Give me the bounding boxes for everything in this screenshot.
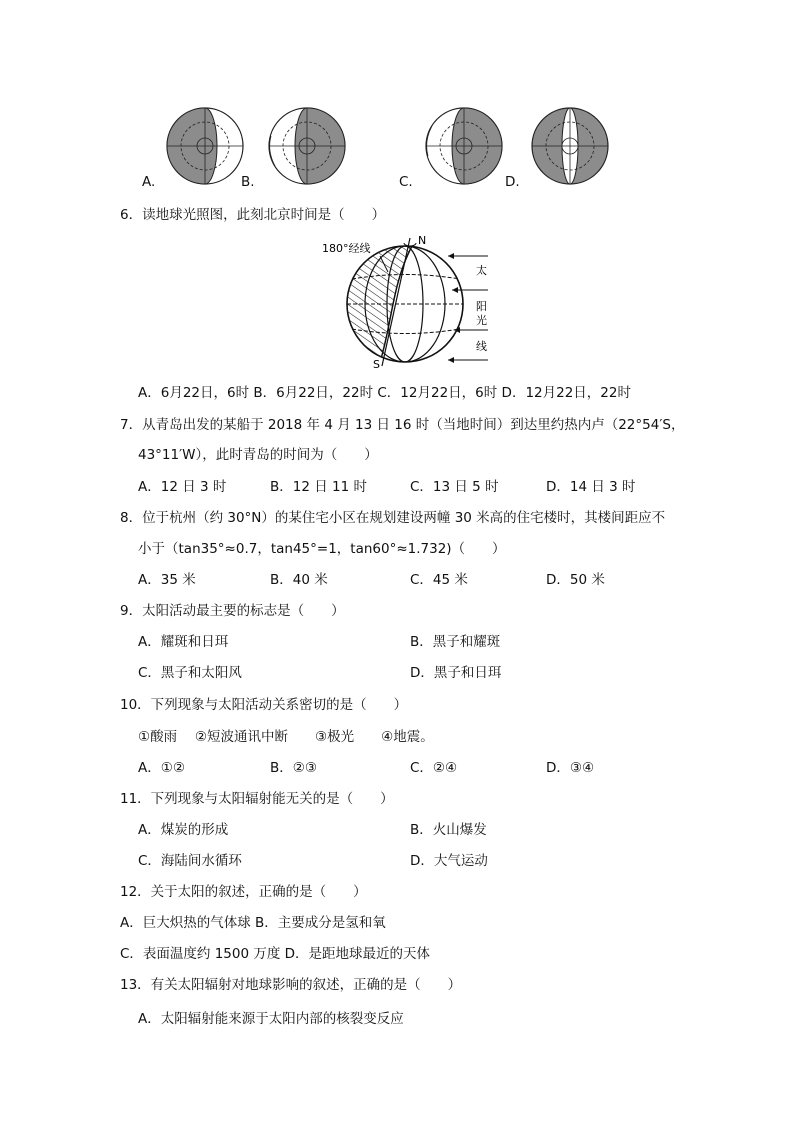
question-10-option-d: D．③④ xyxy=(546,760,595,776)
question-8-option-d: D．50 米 xyxy=(546,572,605,588)
question-12-options-line-2: C．表面温度约 1500 万度 D．是距地球最近的天体 xyxy=(120,946,431,962)
question-12-options-line-1: A．巨大炽热的气体球 B．主要成分是氢和氧 xyxy=(120,915,386,931)
globe-option-d-label: D. xyxy=(505,174,520,190)
question-13-option-a: A．太阳辐射能来源于太阳内部的核裂变反应 xyxy=(138,1011,404,1027)
question-8-option-a: A．35 米 xyxy=(138,572,196,588)
question-8-option-b: B．40 米 xyxy=(270,572,328,588)
globe-option-c-label: C. xyxy=(399,174,413,190)
question-10-option-c: C．②④ xyxy=(410,760,458,776)
question-9-stem: 9．太阳活动最主要的标志是（ ） xyxy=(120,603,345,619)
south-pole-label: S xyxy=(373,358,380,371)
question-7-stem-line-1: 7．从青岛出发的某船于 2018 年 4 月 13 日 16 时（当地时间）到达里约热内卢（22°54′S， xyxy=(120,417,685,433)
question-10-items: ①酸雨 ②短波通讯中断 ③极光 ④地震。 xyxy=(138,729,434,745)
question-7-option-c: C．13 日 5 时 xyxy=(410,479,499,495)
question-6-options: A．6月22日，6时 B．6月22日，22时 C．12月22日，6时 D．12月22日，22时 xyxy=(138,385,631,401)
meridian-180-label: 180°经线 xyxy=(322,242,371,255)
question-11-option-c: C．海陆间水循环 xyxy=(138,853,242,869)
sunlight-char-3: 光 xyxy=(476,314,487,327)
question-9-option-c: C．黑子和太阳风 xyxy=(138,665,242,681)
globe-option-a-figure xyxy=(165,106,245,186)
question-8-stem-line-1: 8．位于杭州（约 30°N）的某住宅小区在规划建设两幢 30 米高的住宅楼时，其楼间距应不 xyxy=(120,510,666,526)
question-8-stem-line-2: 小于（tan35°≈0.7，tan45°=1，tan60°≈1.732)（ ） xyxy=(138,541,506,557)
question-7-stem-line-2: 43°11′W），此时青岛的时间为（ ） xyxy=(138,447,378,463)
sunlight-char-1: 太 xyxy=(476,264,487,277)
question-7-option-a: A．12 日 3 时 xyxy=(138,479,227,495)
globe-option-c-figure xyxy=(424,106,504,186)
globe-option-b-figure xyxy=(267,106,347,186)
question-9-option-d: D．黑子和日珥 xyxy=(410,665,502,681)
question-7-option-d: D．14 日 3 时 xyxy=(546,479,636,495)
earth-illumination-diagram xyxy=(320,234,490,371)
question-12-stem: 12．关于太阳的叙述，正确的是（ ） xyxy=(120,884,367,900)
question-6-stem: 6．读地球光照图，此刻北京时间是（ ） xyxy=(120,207,386,223)
north-pole-label: N xyxy=(418,234,427,247)
sunlight-char-4: 线 xyxy=(476,340,487,353)
question-13-stem: 13．有关太阳辐射对地球影响的叙述，正确的是（ ） xyxy=(120,977,462,993)
question-11-option-d: D．大气运动 xyxy=(410,853,488,869)
question-10-stem: 10．下列现象与太阳活动关系密切的是（ ） xyxy=(120,697,408,713)
question-11-stem: 11．下列现象与太阳辐射能无关的是（ ） xyxy=(120,791,394,807)
question-7-option-b: B．12 日 11 时 xyxy=(270,479,367,495)
question-10-option-a: A．①② xyxy=(138,760,185,776)
question-9-option-a: A．耀斑和日珥 xyxy=(138,634,229,650)
globe-option-a-label: A. xyxy=(142,174,156,190)
globe-option-d-figure xyxy=(530,106,610,186)
question-8-option-c: C．45 米 xyxy=(410,572,468,588)
question-11-option-b: B．火山爆发 xyxy=(410,822,487,838)
question-10-option-b: B．②③ xyxy=(270,760,317,776)
sunlight-char-2: 阳 xyxy=(476,300,487,313)
question-11-option-a: A．煤炭的形成 xyxy=(138,822,229,838)
question-9-option-b: B．黑子和耀斑 xyxy=(410,634,501,650)
globe-option-b-label: B. xyxy=(241,174,255,190)
